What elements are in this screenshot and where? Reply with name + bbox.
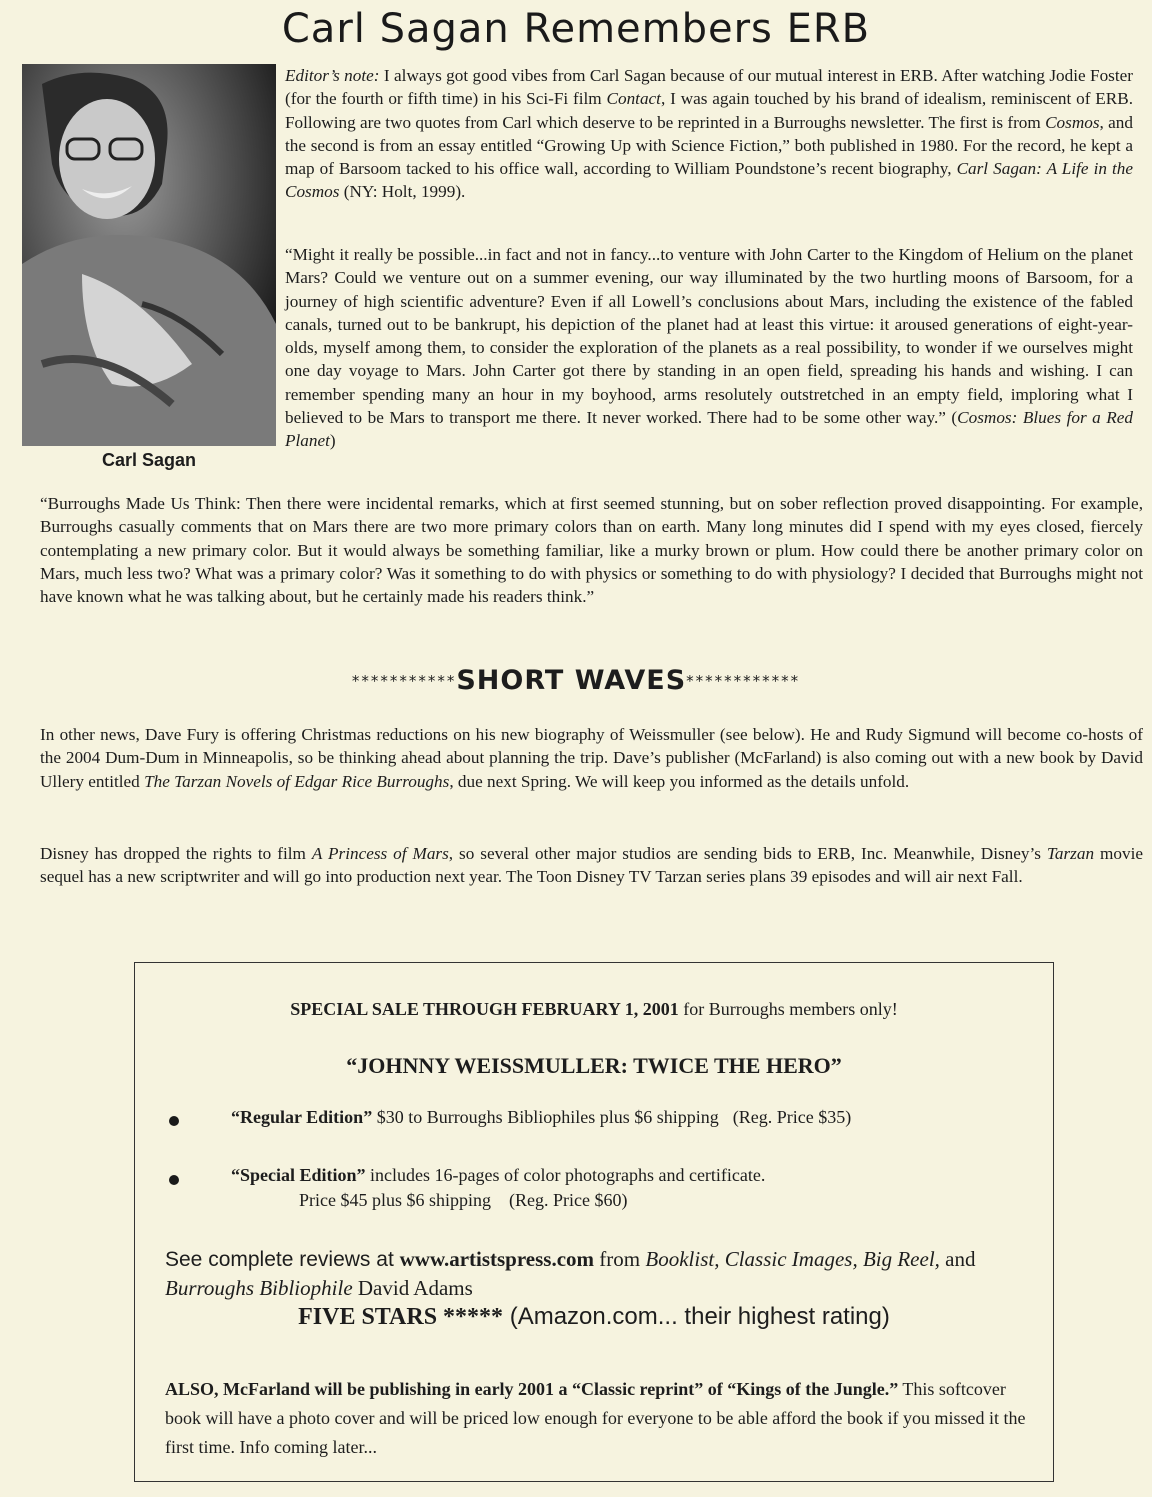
news-paragraph-1: In other news, Dave Fury is offering Christmas reductions on his new biography of Weissmuller (see below). He and Rudy Sigmund will become co-hosts of the 2004 Dum-Dum in Minneapolis, so be thinking ahead about planning the trip. Dave’s publisher (McFarland) is also coming out with a new book by David Ullery entitled The Tarzan Novels of Edgar Rice Burroughs, due next Spring. We will keep you informed as the details unfold. (40, 725, 1143, 791)
bullet-icon (169, 1116, 179, 1126)
editors-note: Editor’s note: I always got good vibes from Carl Sagan because of our mutual interest in ERB. After watching Jodie Foster (for the fourth or fifth time) in his Sci-Fi film Contact, I was again touched by his brand of idealism, reminiscent of ERB. Following are two quotes from Carl which deserve to be reprinted in a Burroughs newsletter. The first is from Cosmos, and the second is from an essay entitled “Growing Up with Science Fiction,” both published in 1980. For the record, he kept a map of Barsoom tacked to his office wall, according to William Poundstone’s recent biography, Carl Sagan: A Life in the Cosmos (NY: Holt, 1999). (285, 66, 1134, 202)
cosmos-quote: “Might it really be possible...in fact and not in fancy...to venture with John Carter to the Kingdom of Helium on the planet Mars? Could we venture out on a summer evening, our way illuminated by the two hurtling moons of Barsoom, for a journey of high scientific adventure? Even if all Lowell’s conclusions about Mars, including the existence of the fabled canals, turned out to be bankrupt, his depiction of the planet had at least this virtue: it aroused generations of eight-year-olds, myself among them, to consider the exploration of the planets as a real possibility, to wonder if we ourselves might one day voyage to Mars. John Carter got there by standing in an open field, spreading his hands and wishing. I can remember spending many an hour in my boyhood, arms resolutely outstretched in an empty field, imploring what I believed to be Mars to transport me there. It never worked. There had to be some other way.” (Cosmos: Blues for a Red Planet) (285, 245, 1133, 451)
bullet-icon (169, 1175, 179, 1185)
sale-advertisement (134, 962, 1054, 1482)
reviews-line: See complete reviews at www.artistspress.com from Booklist, Classic Images, Big Reel, and Burroughs Bibliophile David Adams (165, 1247, 976, 1300)
sale-line: SPECIAL SALE THROUGH FEBRUARY 1, 2001 for Burroughs members only! (290, 999, 898, 1019)
photo-caption: Carl Sagan (101, 450, 197, 470)
article-title: Carl Sagan Remembers ERB (281, 6, 871, 52)
portrait-image (22, 64, 276, 446)
five-stars-line: FIVE STARS ***** (Amazon.com... their highest rating) (298, 1303, 890, 1330)
also-announcement: ALSO, McFarland will be publishing in early 2001 a “Classic reprint” of “Kings of the Jungle.” This softcover book will have a photo cover and will be priced low enough for everyone to be able afford the book if you missed it the first time. Info coming later... (165, 1379, 1026, 1457)
book-headline: “JOHNNY WEISSMULLER: TWICE THE HERO” (346, 1053, 842, 1078)
short-waves-heading: ***********SHORT WAVES************ (351, 665, 801, 696)
regular-edition-item: “Regular Edition” $30 to Burroughs Bibliophiles plus $6 shipping (Reg. Price $35) (231, 1107, 852, 1127)
carl-sagan-photo (22, 64, 276, 446)
news-paragraph-2: Disney has dropped the rights to film A Princess of Mars, so several other major studios are sending bids to ERB, Inc. Meanwhile, Disney’s Tarzan movie sequel has a new scriptwriter and will go into production next year. The Toon Disney TV Tarzan series plans 39 episodes and will air next Fall. (40, 844, 1143, 887)
growing-up-quote: “Burroughs Made Us Think: Then there were incidental remarks, which at first seemed stunning, but on sober reflection proved disappointing. For example, Burroughs casually comments that on Mars there are two more primary colors than on earth. Many long minutes did I spend with my eyes closed, fiercely contemplating a new primary color. But it would always be something familiar, like a murky brown or plum. How could there be another primary color on Mars, much less two? What was a primary color? Was it something to do with physics or something to do with physiology? I decided that Burroughs might not have known what he was talking about, but he certainly made his readers think.” (40, 494, 1143, 607)
special-edition-price: Price $45 plus $6 shipping (Reg. Price $60) (299, 1190, 628, 1210)
special-edition-item: “Special Edition” includes 16-pages of color photographs and certificate. (231, 1165, 766, 1185)
